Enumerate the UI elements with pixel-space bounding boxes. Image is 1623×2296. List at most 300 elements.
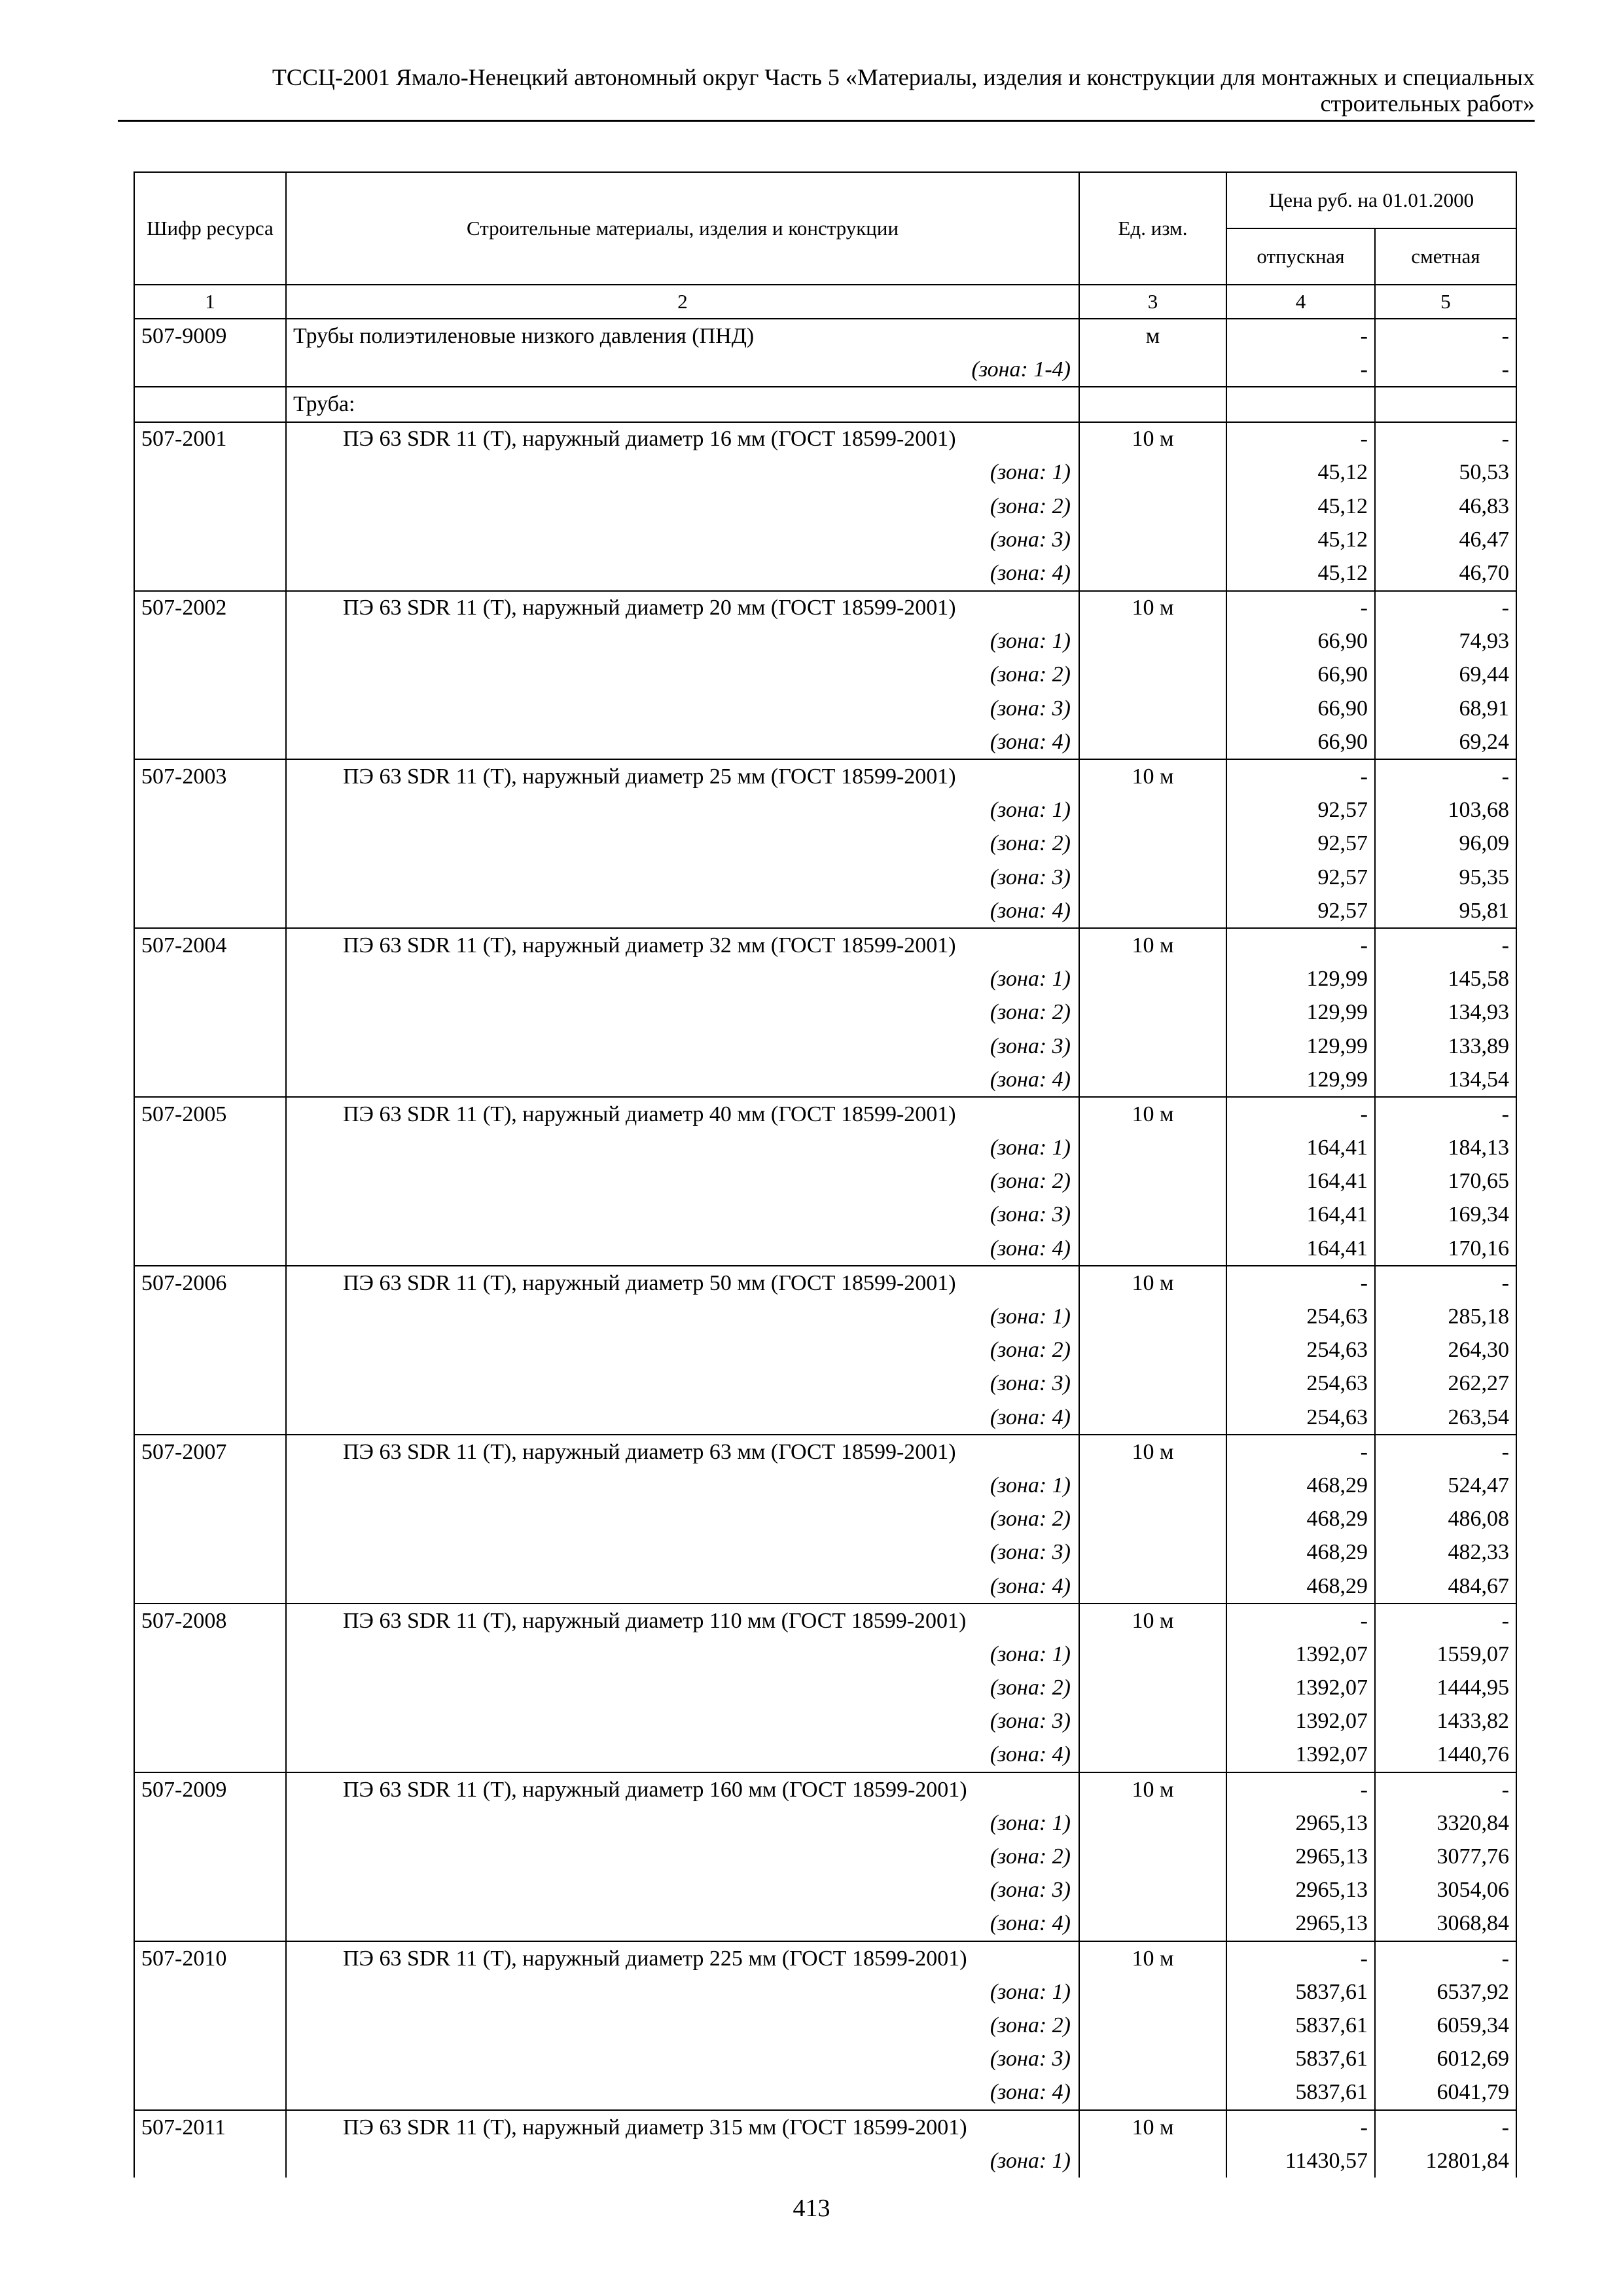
estimate-price: - (1375, 1266, 1516, 1300)
zone-row (134, 1570, 1516, 1604)
empty-code-cell (134, 1536, 286, 1570)
release-price: 66,90 (1226, 725, 1375, 759)
empty-unit-cell (1079, 1030, 1226, 1063)
estimate-price: 6059,34 (1375, 2009, 1516, 2042)
empty-code-cell (134, 625, 286, 658)
estimate-price: 482,33 (1375, 1536, 1516, 1570)
zone-row (134, 1874, 1516, 1907)
empty-code-cell (134, 1300, 286, 1333)
empty-code-cell (134, 1874, 286, 1907)
zone-row (134, 456, 1516, 490)
unit-cell: 10 м (1079, 759, 1226, 793)
empty-unit-cell (1079, 1738, 1226, 1772)
zone-label: (зона: 4) (286, 1063, 1079, 1097)
empty-code-cell (134, 523, 286, 556)
section-row (134, 387, 1516, 422)
resource-row (134, 1435, 1516, 1469)
empty-code-cell (134, 1367, 286, 1401)
empty-code-cell (134, 963, 286, 996)
empty-code-cell (134, 1132, 286, 1165)
empty-code-cell (134, 1030, 286, 1063)
resource-code: 507-2006 (134, 1266, 286, 1300)
empty-unit-cell (1079, 658, 1226, 692)
estimate-price: 169,34 (1375, 1198, 1516, 1232)
empty-code-cell (134, 1705, 286, 1738)
estimate-price: 3320,84 (1375, 1806, 1516, 1840)
estimate-price: 69,44 (1375, 658, 1516, 692)
resource-row (134, 1097, 1516, 1131)
estimate-price: 103,68 (1375, 794, 1516, 827)
release-price: 45,12 (1226, 490, 1375, 523)
estimate-price: 3068,84 (1375, 1907, 1516, 1941)
empty-code-cell (134, 1503, 286, 1536)
unit-cell (1079, 387, 1226, 422)
unit-cell: 10 м (1079, 1266, 1226, 1300)
running-header-line-2: строительных работ» (1320, 90, 1535, 117)
empty-code-cell (134, 1334, 286, 1367)
release-price: 129,99 (1226, 1030, 1375, 1063)
empty-code-cell (134, 1638, 286, 1671)
empty-code-cell (134, 2009, 286, 2042)
zone-label: (зона: 4) (286, 894, 1079, 928)
estimate-price: 6041,79 (1375, 2076, 1516, 2110)
estimate-price: 1559,07 (1375, 1638, 1516, 1671)
empty-unit-cell (1079, 456, 1226, 490)
resource-code (134, 387, 286, 422)
zone-label: (зона: 1) (286, 1132, 1079, 1165)
zone-label: (зона: 2) (286, 1334, 1079, 1367)
release-price: 2965,13 (1226, 1840, 1375, 1873)
empty-code-cell (134, 1672, 286, 1705)
zone-label: (зона: 3) (286, 2043, 1079, 2076)
zone-row (134, 894, 1516, 928)
estimate-price: 69,24 (1375, 725, 1516, 759)
release-price: - (1226, 1941, 1375, 1975)
empty-unit-cell (1079, 556, 1226, 590)
zone-row (134, 1469, 1516, 1502)
release-price: 11430,57 (1226, 2144, 1375, 2178)
release-price (1226, 387, 1375, 422)
estimate-price: 3077,76 (1375, 1840, 1516, 1873)
empty-code-cell (134, 490, 286, 523)
zone-row (134, 1232, 1516, 1266)
zone-label: (зона: 1) (286, 456, 1079, 490)
col-header-price: Цена руб. на 01.01.2000 (1226, 172, 1516, 228)
zone-label: (зона: 4) (286, 1401, 1079, 1435)
zone-row (134, 1334, 1516, 1367)
zone-label: (зона: 3) (286, 692, 1079, 725)
zone-row (134, 523, 1516, 556)
empty-unit-cell (1079, 1638, 1226, 1671)
empty-unit-cell (1079, 861, 1226, 894)
resource-code: 507-2001 (134, 422, 286, 456)
header-rule (118, 120, 1535, 122)
estimate-price: 170,65 (1375, 1165, 1516, 1198)
release-price: 5837,61 (1226, 1975, 1375, 2009)
zone-row (134, 1300, 1516, 1333)
resource-name: ПЭ 63 SDR 11 (Т), наружный диаметр 50 мм (ГОСТ 18599-2001) (286, 1266, 1079, 1300)
zone-row (134, 2144, 1516, 2178)
zone-label: (зона: 4) (286, 2076, 1079, 2110)
release-price: 92,57 (1226, 894, 1375, 928)
estimate-price: 96,09 (1375, 827, 1516, 861)
zone-label: (зона: 1) (286, 625, 1079, 658)
zone-label: (зона: 4) (286, 725, 1079, 759)
resource-code: 507-2010 (134, 1941, 286, 1975)
release-price: 66,90 (1226, 692, 1375, 725)
estimate-price: - (1375, 422, 1516, 456)
zone-row (134, 1840, 1516, 1873)
release-price: 45,12 (1226, 456, 1375, 490)
estimate-price: - (1375, 759, 1516, 793)
release-price: - (1226, 422, 1375, 456)
estimate-price: 524,47 (1375, 1469, 1516, 1502)
release-price: - (1226, 928, 1375, 962)
resource-row (134, 1772, 1516, 1806)
estimate-price: 1433,82 (1375, 1705, 1516, 1738)
empty-unit-cell (1079, 2076, 1226, 2110)
empty-unit-cell (1079, 1063, 1226, 1097)
empty-code-cell (134, 456, 286, 490)
estimate-price: 46,83 (1375, 490, 1516, 523)
zone-row (134, 625, 1516, 658)
zone-label: (зона: 1) (286, 963, 1079, 996)
empty-unit-cell (1079, 794, 1226, 827)
empty-unit-cell (1079, 1672, 1226, 1705)
zone-row (134, 353, 1516, 387)
zone-row (134, 1198, 1516, 1232)
release-price: 92,57 (1226, 861, 1375, 894)
zone-label: (зона: 1) (286, 2144, 1079, 2178)
zone-label: (зона: 4) (286, 1570, 1079, 1604)
release-price: 164,41 (1226, 1165, 1375, 1198)
resource-code: 507-2009 (134, 1772, 286, 1806)
zone-label: (зона: 1) (286, 1300, 1079, 1333)
empty-unit-cell (1079, 1132, 1226, 1165)
col-header-code: Шифр ресурса (134, 172, 286, 285)
empty-unit-cell (1079, 725, 1226, 759)
empty-code-cell (134, 556, 286, 590)
empty-code-cell (134, 2043, 286, 2076)
release-price: 164,41 (1226, 1198, 1375, 1232)
release-price: 1392,07 (1226, 1638, 1375, 1671)
release-price: 129,99 (1226, 1063, 1375, 1097)
estimate-price: 6012,69 (1375, 2043, 1516, 2076)
empty-unit-cell (1079, 1300, 1226, 1333)
release-price: 2965,13 (1226, 1806, 1375, 1840)
resource-name: ПЭ 63 SDR 11 (Т), наружный диаметр 16 мм (ГОСТ 18599-2001) (286, 422, 1079, 456)
release-price: 2965,13 (1226, 1907, 1375, 1941)
zone-label: (зона: 2) (286, 1503, 1079, 1536)
zone-label: (зона: 3) (286, 1874, 1079, 1907)
release-price: 5837,61 (1226, 2043, 1375, 2076)
resource-row (134, 759, 1516, 793)
resource-code: 507-9009 (134, 319, 286, 353)
empty-unit-cell (1079, 2009, 1226, 2042)
zone-label: (зона: 2) (286, 996, 1079, 1030)
estimate-price: - (1375, 1604, 1516, 1638)
zone-row (134, 1705, 1516, 1738)
unit-cell: 10 м (1079, 1435, 1226, 1469)
zone-label: (зона: 3) (286, 523, 1079, 556)
empty-code-cell (134, 1401, 286, 1435)
zone-label: (зона: 3) (286, 861, 1079, 894)
resource-name: Трубы полиэтиленовые низкого давления (ПНД) (286, 319, 1079, 353)
zone-label: (зона: 2) (286, 490, 1079, 523)
estimate-price: 6537,92 (1375, 1975, 1516, 2009)
empty-code-cell (134, 2076, 286, 2110)
empty-code-cell (134, 827, 286, 861)
zone-label: (зона: 1) (286, 1638, 1079, 1671)
estimate-price: 145,58 (1375, 963, 1516, 996)
empty-unit-cell (1079, 1334, 1226, 1367)
estimate-price: - (1375, 1435, 1516, 1469)
zone-row (134, 1672, 1516, 1705)
empty-unit-cell (1079, 1503, 1226, 1536)
empty-unit-cell (1079, 1874, 1226, 1907)
release-price: - (1226, 319, 1375, 353)
zone-row (134, 1063, 1516, 1097)
zone-row (134, 1975, 1516, 2009)
zone-label: (зона: 1) (286, 1975, 1079, 2009)
zone-label: (зона: 2) (286, 1672, 1079, 1705)
resource-price-table (134, 171, 1517, 2178)
estimate-price: 74,93 (1375, 625, 1516, 658)
empty-unit-cell (1079, 1840, 1226, 1873)
empty-code-cell (134, 1975, 286, 2009)
resource-name: ПЭ 63 SDR 11 (Т), наружный диаметр 160 мм (ГОСТ 18599-2001) (286, 1772, 1079, 1806)
empty-code-cell (134, 1165, 286, 1198)
release-price: 468,29 (1226, 1570, 1375, 1604)
zone-row (134, 861, 1516, 894)
estimate-price: 3054,06 (1375, 1874, 1516, 1907)
col-number-3: 3 (1079, 285, 1226, 319)
release-price: 1392,07 (1226, 1705, 1375, 1738)
empty-unit-cell (1079, 1806, 1226, 1840)
estimate-price: 262,27 (1375, 1367, 1516, 1401)
zone-row (134, 1165, 1516, 1198)
zone-row (134, 2009, 1516, 2042)
resource-name: ПЭ 63 SDR 11 (Т), наружный диаметр 20 мм (ГОСТ 18599-2001) (286, 591, 1079, 625)
release-price: 5837,61 (1226, 2076, 1375, 2110)
page-number: 413 (793, 2195, 830, 2222)
release-price: 164,41 (1226, 1132, 1375, 1165)
estimate-price: 184,13 (1375, 1132, 1516, 1165)
zone-label: (зона: 4) (286, 1907, 1079, 1941)
unit-cell: 10 м (1079, 1941, 1226, 1975)
empty-code-cell (134, 794, 286, 827)
release-price: - (1226, 1772, 1375, 1806)
resource-name: ПЭ 63 SDR 11 (Т), наружный диаметр 225 мм (ГОСТ 18599-2001) (286, 1941, 1079, 1975)
release-price: - (1226, 1604, 1375, 1638)
zone-row (134, 1367, 1516, 1401)
empty-unit-cell (1079, 2144, 1226, 2178)
estimate-price: 46,47 (1375, 523, 1516, 556)
resource-name: ПЭ 63 SDR 11 (Т), наружный диаметр 315 мм (ГОСТ 18599-2001) (286, 2110, 1079, 2144)
empty-code-cell (134, 725, 286, 759)
unit-cell: 10 м (1079, 591, 1226, 625)
resource-code: 507-2007 (134, 1435, 286, 1469)
resource-code: 507-2008 (134, 1604, 286, 1638)
zone-row (134, 1503, 1516, 1536)
zone-label: (зона: 2) (286, 827, 1079, 861)
estimate-price: 486,08 (1375, 1503, 1516, 1536)
zone-label: (зона: 3) (286, 1367, 1079, 1401)
release-price: 45,12 (1226, 523, 1375, 556)
empty-code-cell (134, 1063, 286, 1097)
empty-unit-cell (1079, 894, 1226, 928)
empty-code-cell (134, 861, 286, 894)
zone-row (134, 996, 1516, 1030)
unit-cell: 10 м (1079, 928, 1226, 962)
empty-unit-cell (1079, 1198, 1226, 1232)
release-price: 5837,61 (1226, 2009, 1375, 2042)
zone-row (134, 2076, 1516, 2110)
estimate-price: - (1375, 1772, 1516, 1806)
estimate-price: 1444,95 (1375, 1672, 1516, 1705)
zone-label: (зона: 2) (286, 658, 1079, 692)
empty-unit-cell (1079, 353, 1226, 387)
zone-label: (зона: 3) (286, 1030, 1079, 1063)
zone-row (134, 1401, 1516, 1435)
resource-row (134, 591, 1516, 625)
zone-label: (зона: 3) (286, 1705, 1079, 1738)
release-price: - (1226, 2110, 1375, 2144)
section-title: Труба: (286, 387, 1079, 422)
estimate-price: 46,70 (1375, 556, 1516, 590)
empty-unit-cell (1079, 2043, 1226, 2076)
release-price: - (1226, 353, 1375, 387)
empty-unit-cell (1079, 1536, 1226, 1570)
release-price: - (1226, 1435, 1375, 1469)
empty-unit-cell (1079, 1367, 1226, 1401)
col-number-1: 1 (134, 285, 286, 319)
estimate-price: 134,93 (1375, 996, 1516, 1030)
release-price: 45,12 (1226, 556, 1375, 590)
resource-code: 507-2011 (134, 2110, 286, 2144)
table-head (134, 172, 1516, 319)
empty-code-cell (134, 1232, 286, 1266)
col-number-5: 5 (1375, 285, 1516, 319)
zone-row (134, 1536, 1516, 1570)
release-price: 2965,13 (1226, 1874, 1375, 1907)
estimate-price: - (1375, 591, 1516, 625)
zone-row (134, 1030, 1516, 1063)
release-price: - (1226, 1266, 1375, 1300)
running-header-line-1: ТССЦ-2001 Ямало-Ненецкий автономный округ Часть 5 «Материалы, изделия и конструкции для монтажных и специальных (272, 64, 1535, 90)
estimate-price: 50,53 (1375, 456, 1516, 490)
release-price: - (1226, 1097, 1375, 1131)
release-price: 164,41 (1226, 1232, 1375, 1266)
empty-unit-cell (1079, 1469, 1226, 1502)
release-price: 92,57 (1226, 827, 1375, 861)
zone-label: (зона: 2) (286, 2009, 1079, 2042)
release-price: 254,63 (1226, 1367, 1375, 1401)
zone-label: (зона: 1-4) (286, 353, 1079, 387)
release-price: 92,57 (1226, 794, 1375, 827)
estimate-price: 12801,84 (1375, 2144, 1516, 2178)
zone-row (134, 1907, 1516, 1941)
empty-code-cell (134, 1198, 286, 1232)
col-header-estimate-price: сметная (1375, 228, 1516, 285)
empty-code-cell (134, 996, 286, 1030)
empty-unit-cell (1079, 1975, 1226, 2009)
col-header-release-price: отпускная (1226, 228, 1375, 285)
empty-unit-cell (1079, 523, 1226, 556)
release-price: 254,63 (1226, 1401, 1375, 1435)
empty-unit-cell (1079, 996, 1226, 1030)
empty-code-cell (134, 692, 286, 725)
resource-name: ПЭ 63 SDR 11 (Т), наружный диаметр 63 мм (ГОСТ 18599-2001) (286, 1435, 1079, 1469)
estimate-price: 1440,76 (1375, 1738, 1516, 1772)
empty-code-cell (134, 658, 286, 692)
zone-row (134, 794, 1516, 827)
zone-row (134, 725, 1516, 759)
zone-row (134, 1132, 1516, 1165)
resource-name: ПЭ 63 SDR 11 (Т), наружный диаметр 40 мм (ГОСТ 18599-2001) (286, 1097, 1079, 1131)
resource-row (134, 1266, 1516, 1300)
empty-unit-cell (1079, 963, 1226, 996)
col-number-2: 2 (286, 285, 1079, 319)
zone-label: (зона: 1) (286, 1469, 1079, 1502)
resource-row (134, 928, 1516, 962)
release-price: - (1226, 759, 1375, 793)
estimate-price: - (1375, 928, 1516, 962)
estimate-price: 95,35 (1375, 861, 1516, 894)
empty-unit-cell (1079, 1705, 1226, 1738)
zone-row (134, 963, 1516, 996)
resource-row (134, 1941, 1516, 1975)
empty-unit-cell (1079, 1232, 1226, 1266)
resource-code: 507-2005 (134, 1097, 286, 1131)
empty-code-cell (134, 1570, 286, 1604)
release-price: - (1226, 591, 1375, 625)
zone-row (134, 1638, 1516, 1671)
release-price: 129,99 (1226, 963, 1375, 996)
empty-unit-cell (1079, 625, 1226, 658)
release-price: 254,63 (1226, 1334, 1375, 1367)
zone-row (134, 556, 1516, 590)
estimate-price: 170,16 (1375, 1232, 1516, 1266)
resource-row (134, 1604, 1516, 1638)
resource-row (134, 422, 1516, 456)
zone-label: (зона: 4) (286, 556, 1079, 590)
release-price: 1392,07 (1226, 1738, 1375, 1772)
estimate-price: 134,54 (1375, 1063, 1516, 1097)
zone-row (134, 692, 1516, 725)
estimate-price: 264,30 (1375, 1334, 1516, 1367)
col-header-name: Строительные материалы, изделия и конструкции (286, 172, 1079, 285)
release-price: 66,90 (1226, 658, 1375, 692)
empty-unit-cell (1079, 1907, 1226, 1941)
estimate-price: - (1375, 353, 1516, 387)
empty-unit-cell (1079, 827, 1226, 861)
empty-unit-cell (1079, 1401, 1226, 1435)
estimate-price: 285,18 (1375, 1300, 1516, 1333)
zone-label: (зона: 1) (286, 1806, 1079, 1840)
empty-code-cell (134, 1806, 286, 1840)
zone-label: (зона: 3) (286, 1198, 1079, 1232)
empty-code-cell (134, 2144, 286, 2178)
col-number-4: 4 (1226, 285, 1375, 319)
table-body (134, 319, 1516, 2178)
unit-cell: м (1079, 319, 1226, 353)
zone-label: (зона: 4) (286, 1738, 1079, 1772)
estimate-price: 133,89 (1375, 1030, 1516, 1063)
col-header-unit: Ед. изм. (1079, 172, 1226, 285)
resource-name: ПЭ 63 SDR 11 (Т), наружный диаметр 110 мм (ГОСТ 18599-2001) (286, 1604, 1079, 1638)
release-price: 254,63 (1226, 1300, 1375, 1333)
